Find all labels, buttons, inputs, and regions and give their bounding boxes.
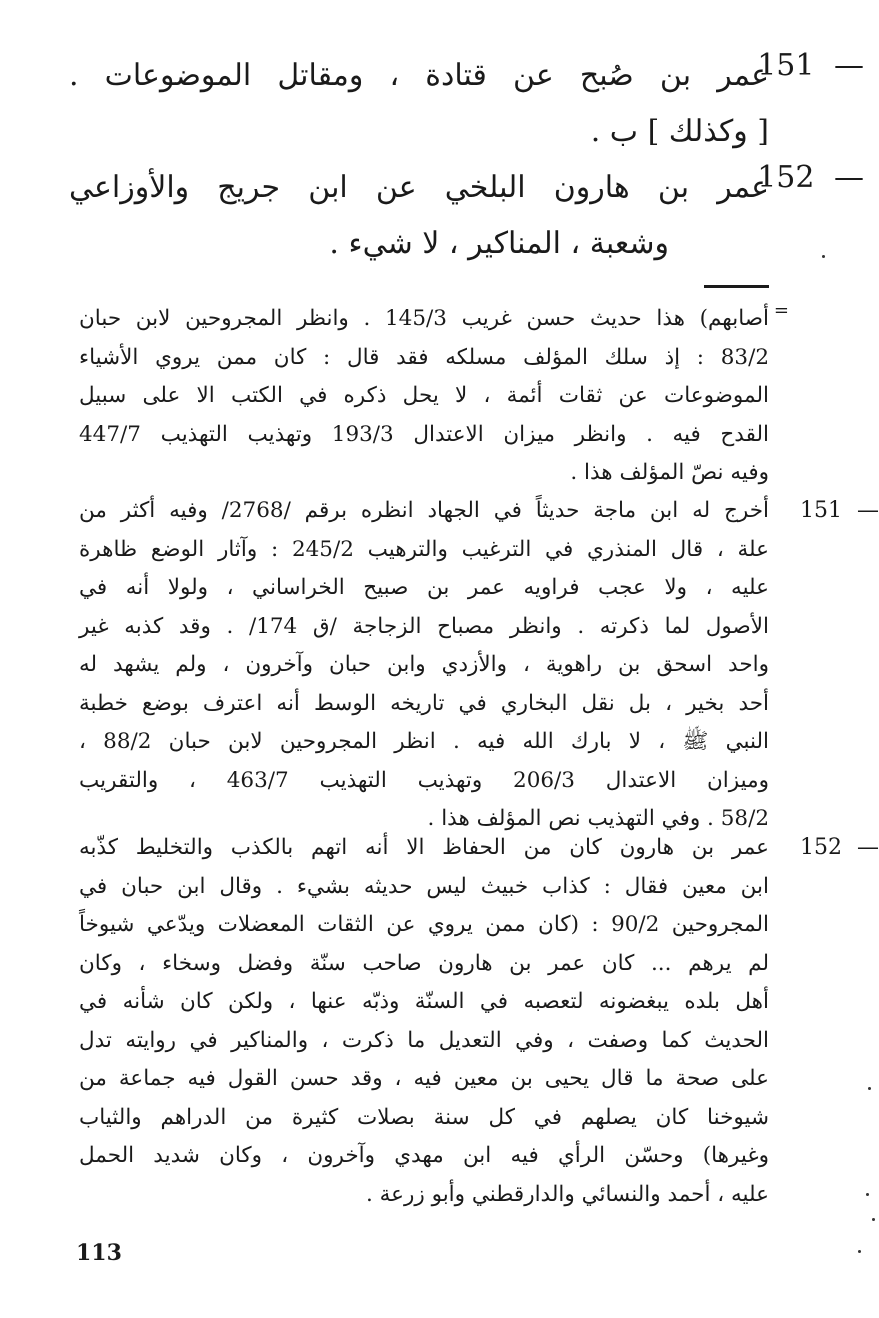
scan-speck: [866, 1193, 869, 1196]
scan-speck: [868, 1087, 871, 1090]
footnote-line: عليه ، ولا عجب فراويه عمر بن صبيح الخراساني ، ولولا أنه في: [79, 575, 769, 600]
footnote-line: علة ، قال المنذري في الترغيب والترهيب 245/2 : وآثار الوضع ظاهرة: [79, 536, 769, 562]
footnote-number-value: 152: [800, 835, 842, 860]
page-number: 113: [76, 1240, 122, 1266]
entry-line: عمر بن هارون البلخي عن ابن جريج والأوزاعي: [69, 170, 769, 205]
footnote-number-value: 151: [800, 498, 842, 523]
entry-number-value: 151: [757, 48, 815, 83]
entry-152: [69, 160, 864, 272]
footnote-152: [79, 829, 879, 1214]
footnote-continued: [79, 300, 789, 493]
footnote-line: وميزان الاعتدال 206/3 وتهذيب التهذيب 463/7 ، والتقريب: [79, 767, 769, 793]
scan-speck: [822, 255, 825, 258]
footnote-line: واحد اسحق بن راهوية ، والأزدي وابن حبان وآخرون ، ولم يشهد له: [79, 652, 769, 677]
scan-speck: [872, 1218, 875, 1221]
footnote-151: [79, 492, 879, 839]
entry-dash: —: [834, 48, 864, 83]
footnote-line: أحد بخير ، بل نقل البخاري في تاريخه الوسط أنه اعترف بوضع خطبة: [79, 690, 769, 716]
continuation-mark: =: [773, 300, 789, 321]
footnote-line: النبي ﷺ ، لا بارك الله فيه . انظر المجروحين لابن حبان 88/2 ،: [79, 729, 770, 754]
footnote-number: [800, 492, 879, 530]
footnote-separator: [704, 285, 769, 288]
footnote-line: 83/2 : إذ سلك المؤلف مسلكه فقد قال : كان ممن يروي الأشياء: [79, 344, 769, 370]
entry-line: [ وكذلك ] ب .: [590, 114, 769, 149]
footnote-line: شيوخنا كان يصلهم في كل سنة بصلات كثيرة من الدراهم والثياب: [79, 1104, 769, 1130]
entry-number: [757, 160, 864, 196]
footnote-line: وفيه نصّ المؤلف هذا .: [570, 460, 769, 485]
footnote-dash: —: [857, 498, 879, 523]
footnote-line: وغيرها) وحسّن الرأي فيه ابن مهدي وآخرون ، وكان شديد الحمل: [79, 1143, 769, 1168]
footnote-line: عمر بن هارون كان من الحفاظ الا أنه اتهم بالكذب والتخليط كذّبه: [79, 835, 769, 860]
footnote-line: ابن معين فقال : كذاب خبيث ليس حديثه بشيء . وقال ابن حبان في: [79, 873, 769, 899]
footnote-line: المجروحين 90/2 : (كان ممن يروي عن الثقات المعضلات ويدّعي شيوخاً: [79, 912, 769, 937]
entry-number-value: 152: [757, 160, 815, 195]
footnote-number: [800, 829, 879, 867]
footnote-line: أخرج له ابن ماجة حديثاً في الجهاد انظره برقم /2768/ وفيه أكثر من: [79, 498, 769, 523]
entry-number: [757, 48, 864, 84]
footnote-line: 58/2 . وفي التهذيب نص المؤلف هذا .: [427, 806, 769, 831]
footnote-line: عليه ، أحمد والنسائي والدارقطني وأبو زرعة .: [365, 1181, 769, 1207]
scan-speck: [858, 1250, 861, 1253]
footnote-line: أهل بلده يبغضونه لتعصبه في السنّة وذبّه عنها ، ولكن كان شأنه في: [79, 989, 769, 1014]
footnote-line: على صحة ما قال يحيى بن معين فيه ، وقد حسن القول فيه جماعة من: [79, 1066, 769, 1091]
footnote-dash: —: [857, 835, 879, 860]
entry-151: [69, 48, 864, 160]
entry-dash: —: [834, 160, 864, 195]
footnote-line: الحديث كما وصفت ، وفي التعديل ما ذكرت ، والمناكير في روايته تدل: [79, 1027, 769, 1053]
footnote-line: لم يرهم ... كان عمر بن هارون صاحب سنّة وفضل وسخاء ، وكان: [79, 950, 769, 976]
entry-line: عمر بن صُبح عن قتادة ، ومقاتل الموضوعات .: [69, 58, 769, 93]
footnote-line: أصابهم) هذا حديث حسن غريب 145/3 . وانظر المجروحين لابن حبان: [79, 306, 769, 331]
footnote-line: القدح فيه . وانظر ميزان الاعتدال 193/3 وتهذيب التهذيب 447/7: [79, 421, 769, 447]
footnote-line: الموضوعات عن ثقات أئمة ، لا يحل ذكره في الكتب الا على سبيل: [79, 383, 769, 408]
footnote-line: الأصول لما ذكرته . وانظر مصباح الزجاجة /ق 174/ . وقد كذبه غير: [79, 613, 769, 639]
entry-line: وشعبة ، المناكير ، لا شيء .: [329, 226, 669, 261]
